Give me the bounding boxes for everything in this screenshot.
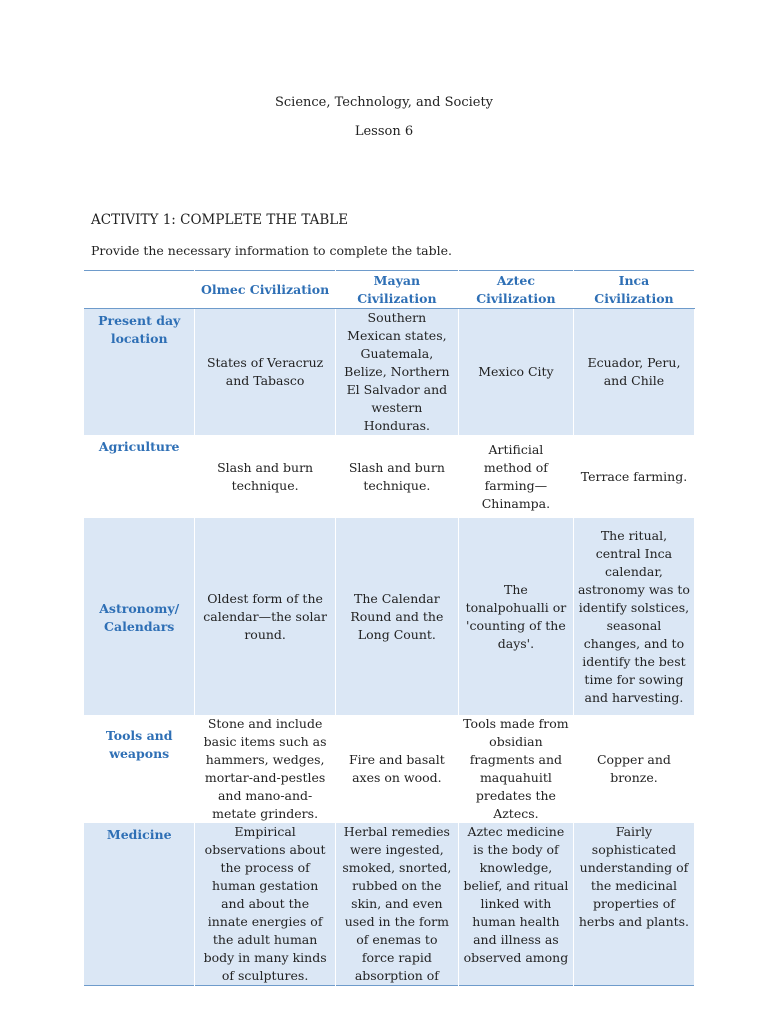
cell-inca-location: Ecuador, Peru, and Chile [573,309,694,436]
cell-olmec-astronomy: Oldest form of the calendar—the solar round. [195,518,335,715]
cell-mayan-astronomy: The Calendar Round and the Long Count. [335,518,458,715]
header-inca: Inca Civilization [573,271,694,309]
header-aztec: Aztec Civilization [458,271,573,309]
cell-inca-medicine: Fairly sophisticated understanding of the medicinal properties of herbs and plants. [573,823,694,986]
header-mayan: Mayan Civilization [335,271,458,309]
table-row [84,715,695,823]
cell-olmec-medicine: Empirical observations about the process of human gestation and about the innate energies of the adult human body in many kinds of sculptures. [195,823,335,986]
header-cell-empty [84,271,195,309]
cell-aztec-tools: Tools made from obsidian fragments and maquahuitl predates the Aztecs. [458,715,573,823]
row-label-tools: Tools and weapons [84,715,195,823]
cell-aztec-medicine: Aztec medicine is the body of knowledge, belief, and ritual linked with human health and illness as observed among [458,823,573,986]
cell-mayan-location: Southern Mexican states, Guatemala, Belize, Northern El Salvador and western Honduras. [335,309,458,436]
activity-heading: ACTIVITY 1: COMPLETE THE TABLE [91,212,349,228]
cell-mayan-agriculture: Slash and burn technique. [335,435,458,518]
table-row [84,518,695,715]
cell-inca-tools: Copper and bronze. [573,715,694,823]
table-row [84,435,695,518]
cell-inca-astronomy: The ritual, central Inca calendar, astronomy was to identify solstices, seasonal changes, and to identify the best time for sowing and harvesting. [573,518,694,715]
row-label-location: Present day location [84,309,195,436]
row-label-medicine: Medicine [84,823,195,986]
cell-mayan-medicine: Herbal remedies were ingested, smoked, snorted, rubbed on the skin, and even used in the form of enemas to force rapid absorption of [335,823,458,986]
civilization-table [84,270,695,986]
header-olmec: Olmec Civilization [195,271,335,309]
row-label-astronomy: Astronomy/ Calendars [84,518,195,715]
table-header-row [84,271,695,309]
cell-aztec-agriculture: Artificial method of farming—Chinampa. [458,435,573,518]
cell-mayan-tools: Fire and basalt axes on wood. [335,715,458,823]
cell-aztec-location: Mexico City [458,309,573,436]
cell-aztec-astronomy: The tonalpohualli or 'counting of the days'. [458,518,573,715]
cell-olmec-tools: Stone and include basic items such as hammers, wedges, mortar-and-pestles and mano-and-metate grinders. [195,715,335,823]
cell-olmec-location: States of Veracruz and Tabasco [195,309,335,436]
table-row [84,309,695,436]
lesson-number: Lesson 6 [354,124,414,139]
cell-inca-agriculture: Terrace farming. [573,435,694,518]
cell-olmec-agriculture: Slash and burn technique. [195,435,335,518]
activity-instruction: Provide the necessary information to complete the table. [91,243,452,258]
table-row [84,823,695,986]
document-title: Science, Technology, and Society [274,95,494,110]
row-label-agriculture: Agriculture [84,435,195,518]
